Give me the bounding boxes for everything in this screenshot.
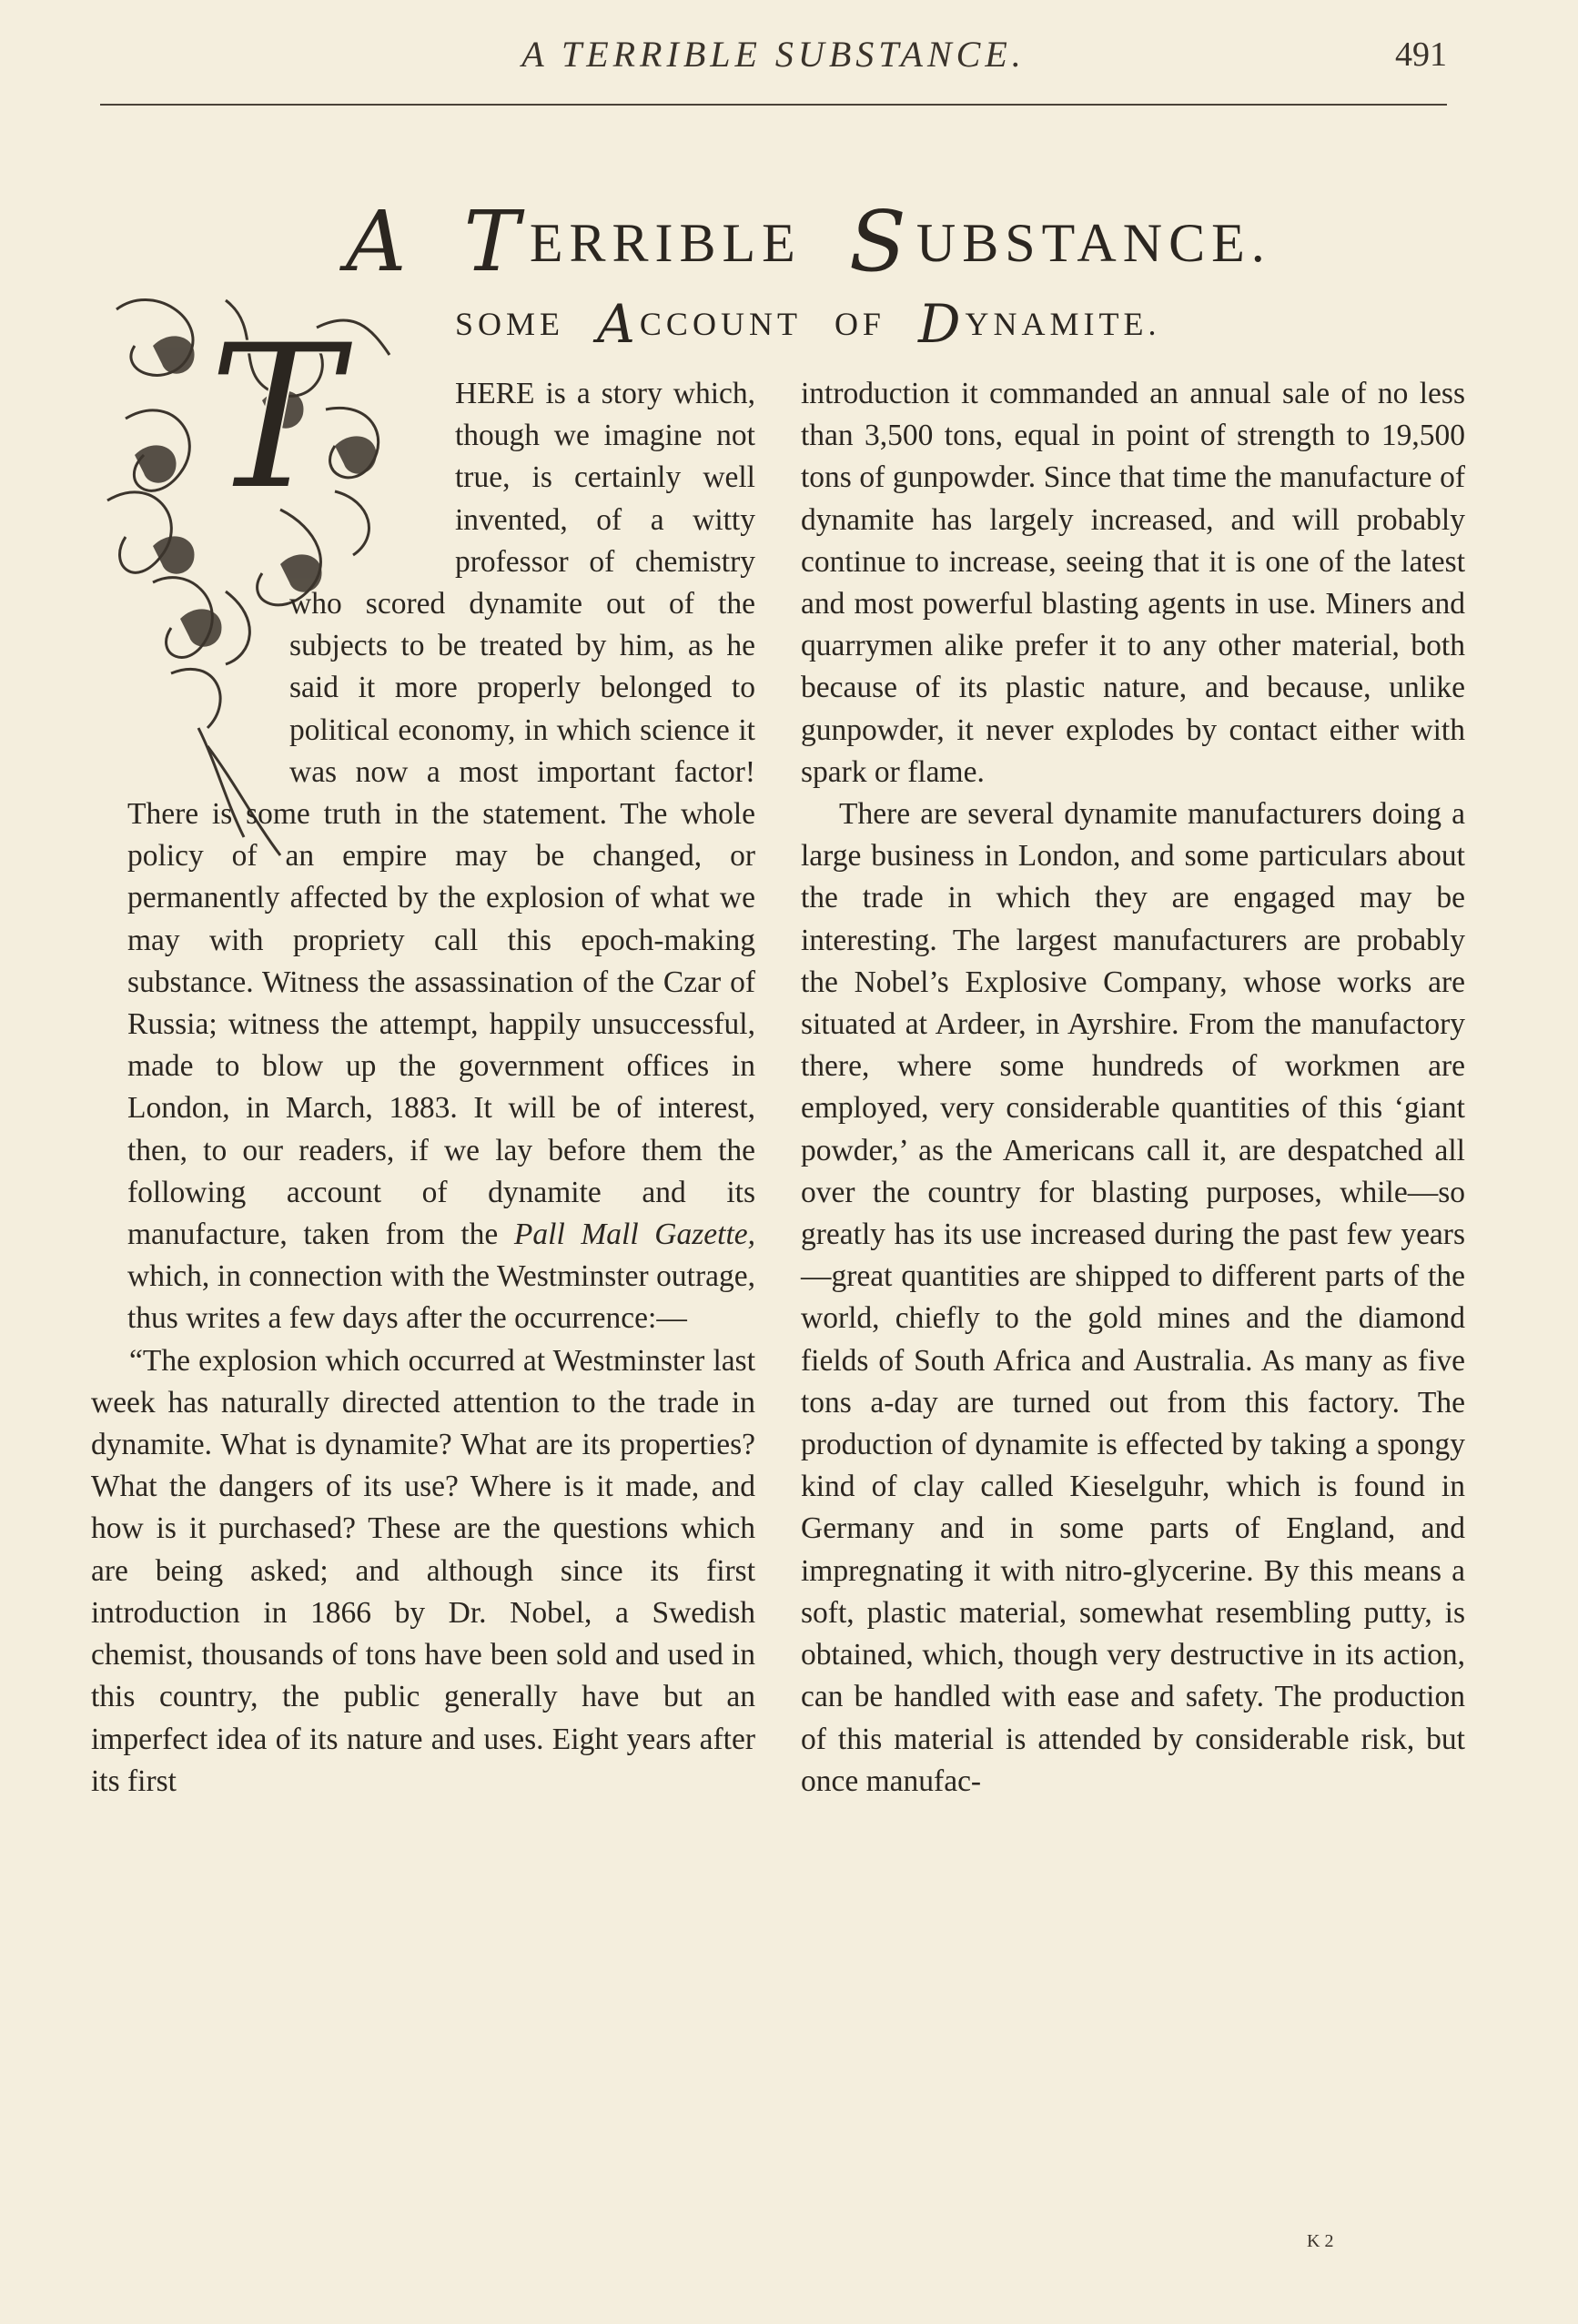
ornament-tail-space xyxy=(91,582,289,792)
right-column xyxy=(801,373,1465,1803)
page-number: 491 xyxy=(1395,35,1447,74)
drop-cap-space xyxy=(91,373,455,582)
paragraph: introduction it commanded an annual sale of no less than 3,500 tons, equal in point of strength to 19,500 tons of gunpowder. Since that time the manufacture of dynamite has largely increased, and will probably continue to increase, seeing that it is one of the latest and most powerful blasting agents in use. Miners and quarrymen alike prefer it to any other material, both because of its plastic nature, and because, unlike gunpowder, it never explodes by contact either with spark or flame. xyxy=(801,377,1465,789)
paragraph: HERE is a story which, though we imagine not true, is certainly well invented, of a witty professor of chemistry who scored dynamite out of the subjects to be treated by him, as he said it more properly belonged to political economy, in which science it was now a most important factor! There is some truth in the statement. The whole policy of an empire may be changed, or permanently affected by the explosion of what we may with propriety call this epoch-making substance. Witness the assassination of the Czar of Russia; witness the attempt, happily unsuccessful, made to blow up the government offices in London, in March, 1883. It will be of interest, then, to our readers, if we lay before them the following account of dynamite and its manufacture, taken from the Pall Mall Gazette, which, in connection with the Westminster outrage, thus writes a few days after the occurrence:— xyxy=(127,377,755,1336)
title-word: A xyxy=(346,193,413,290)
running-head xyxy=(100,25,1447,80)
article-subtitle xyxy=(455,293,1183,355)
subtitle-word: SOME xyxy=(455,306,565,342)
paragraph: “The explosion which occurred at Westminster last week has naturally directed attention to the trade in dynamite. What is dynamite? What are its properties? What the dangers of its use? Where is it made, and how is it purchased? These are the questions which are being asked; and although since its first introduction in 1866 by Dr. Nobel, a Swedish chemist, thousands of tons have been sold and used in this country, the public generally have but an imperfect idea of its nature and uses. Eight years after its first xyxy=(91,1343,755,1798)
subtitle-word: DYNAMITE. xyxy=(917,293,1161,355)
title-word: SUBSTANCE. xyxy=(848,193,1271,290)
title-word: TERRIBLE xyxy=(463,193,802,290)
subtitle-word: ACCOUNT xyxy=(597,293,802,355)
running-title: A TERRIBLE SUBSTANCE. xyxy=(521,34,1026,75)
drop-cap-letter: T xyxy=(207,301,341,534)
subtitle-word: OF xyxy=(834,306,885,342)
header-rule xyxy=(100,104,1447,106)
paragraph: There are several dynamite manufacturers doing a large business in London, and some particulars about the trade in which they are engaged may be interesting. The largest manufacturers are probably the Nobel’s Explosive Company, whose works are situated at Ardeer, in Ayrshire. From the manufactory there, where some hundreds of workmen are employed, very considerable quantities of this ‘giant powder,’ as the Americans call it, are despatched all over the country for blasting purposes, while—so greatly has its use increased during the past few years—great quantities are shipped to different parts of the world, chiefly to the gold mines and the diamond fields of South Africa and Australia. As many as five tons a-day are turned out from this factory. The production of dynamite is effected by taking a spongy kind of clay called Kieselguhr, which is found in Germany and in some parts of England, and impregnating it with nitro-glycerine. By this means a soft, plastic material, somewhat resembling putty, is obtained, which, though very destructive in its action, can be handled with ease and safety. The production of this material is attended by considerable risk, but once manufac- xyxy=(801,797,1465,1798)
signature-mark: K 2 xyxy=(1307,2231,1334,2251)
article-title xyxy=(346,193,1271,290)
left-column xyxy=(91,373,755,1803)
